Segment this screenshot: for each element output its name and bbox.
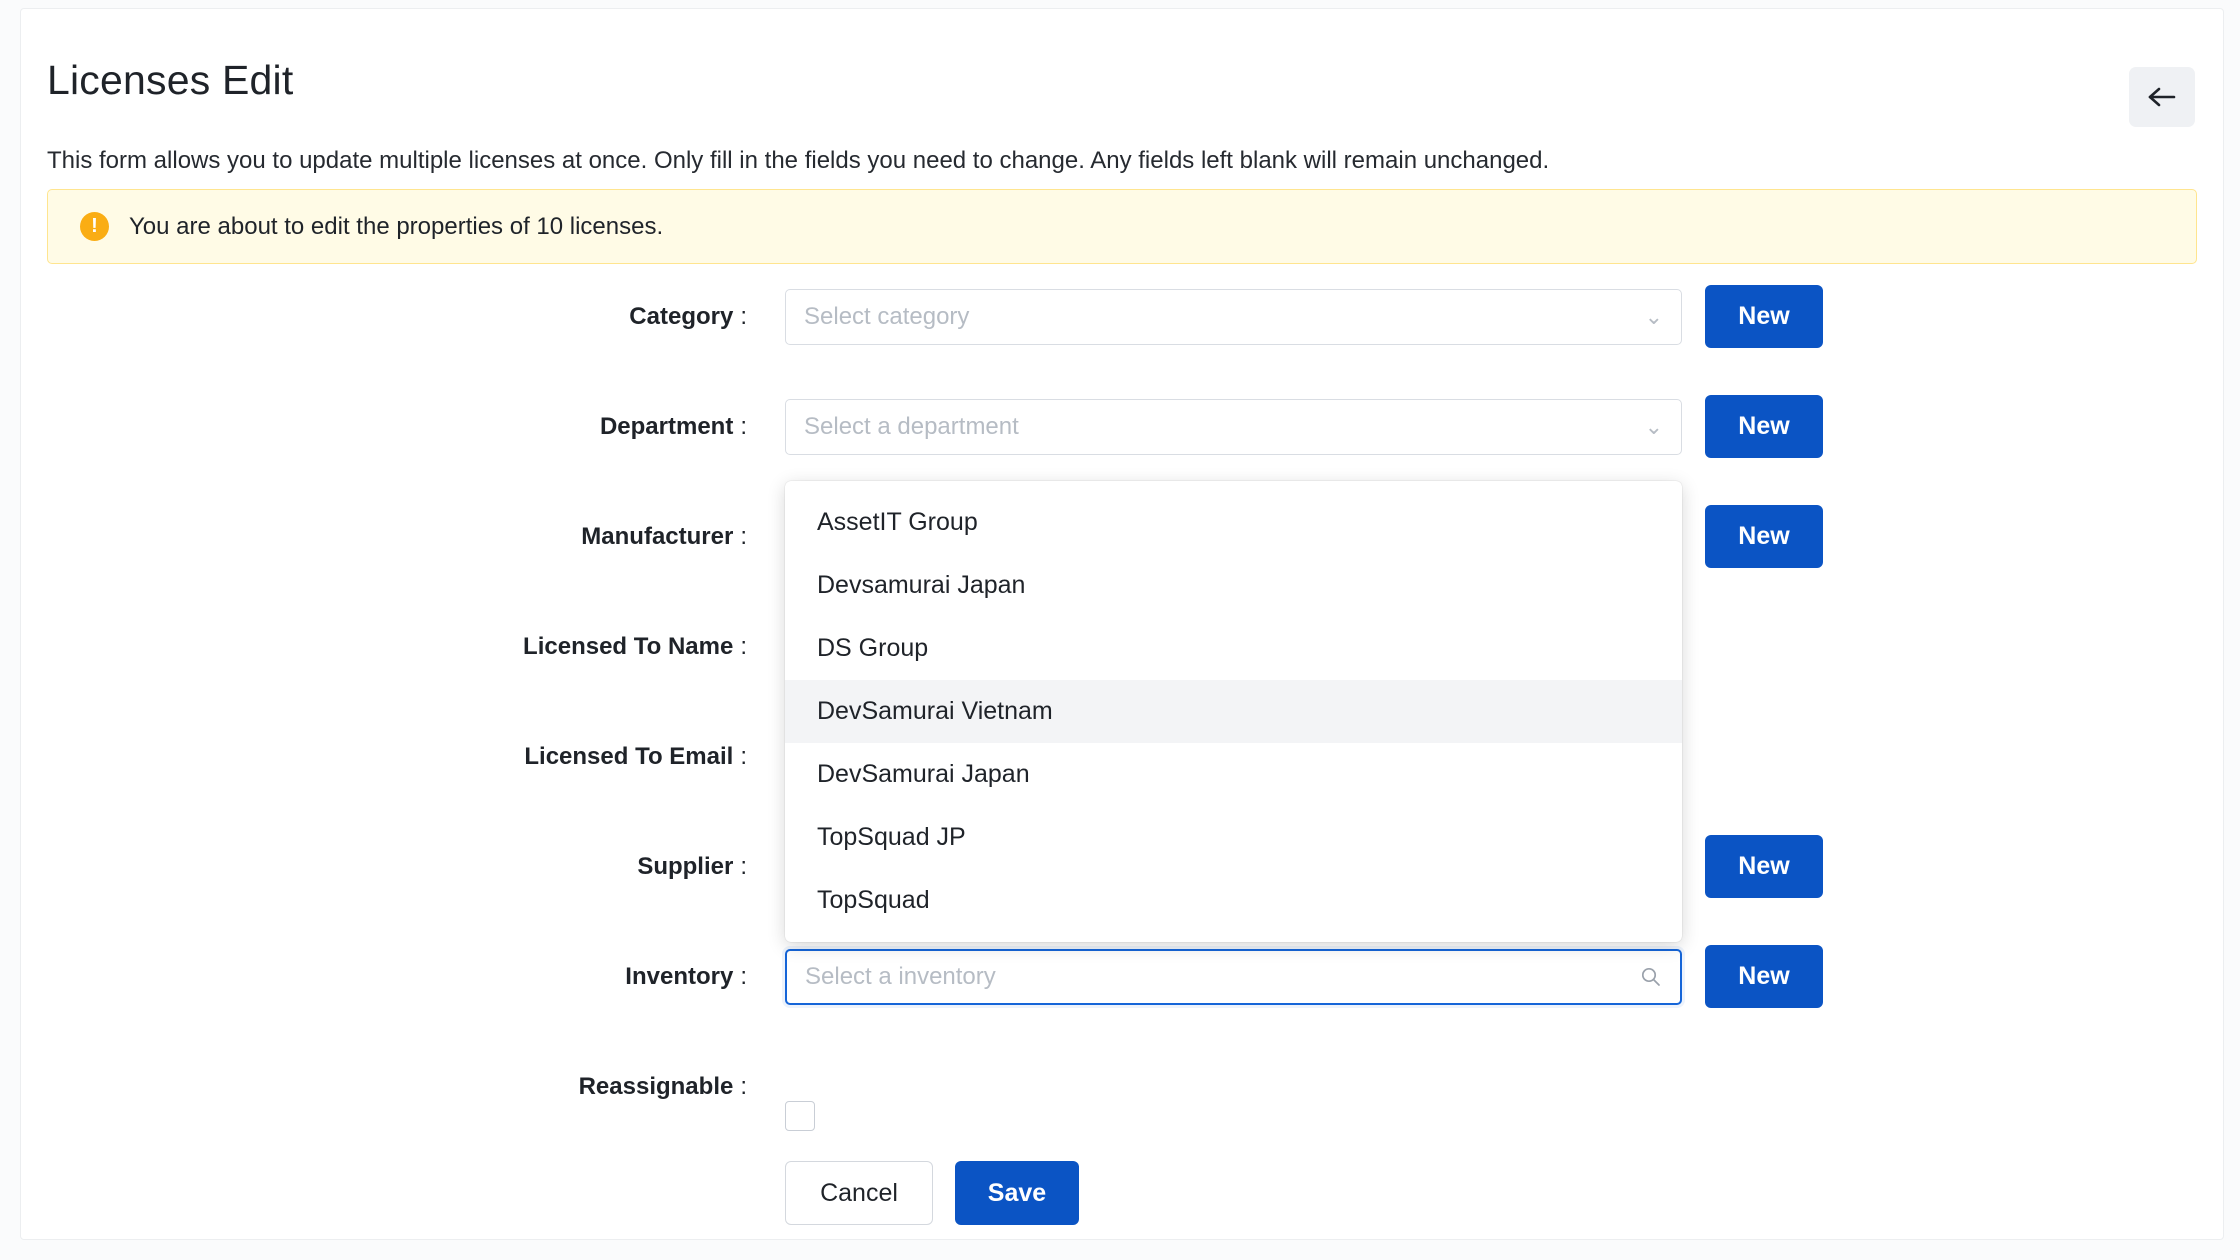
label-licensed-to-email: Licensed To Email :	[524, 743, 747, 770]
cancel-button[interactable]: Cancel	[785, 1161, 933, 1225]
label-manufacturer: Manufacturer :	[581, 523, 747, 550]
form-row-category	[21, 277, 2223, 387]
chevron-down-icon: ⌄	[1644, 414, 1663, 439]
alert-message: You are about to edit the properties of 10 licenses.	[129, 212, 664, 240]
category-placeholder: Select category	[804, 303, 970, 330]
dropdown-option[interactable]: TopSquad JP	[817, 823, 966, 851]
label-licensed-to-name: Licensed To Name :	[523, 633, 747, 660]
inventory-search-input[interactable]	[785, 949, 1682, 1005]
label-reassignable: Reassignable :	[578, 1073, 747, 1100]
label-category: Category :	[629, 303, 747, 330]
arrow-left-icon	[2147, 85, 2177, 109]
new-category-button[interactable]: New	[1705, 285, 1823, 348]
page-title: Licenses Edit	[47, 57, 294, 103]
dropdown-option[interactable]: DevSamurai Japan	[817, 760, 1030, 788]
licenses-edit-card	[20, 8, 2224, 1240]
page-description: This form allows you to update multiple licenses at once. Only fill in the fields you need to change. Any fields left blank will remain unchanged.	[47, 147, 1550, 174]
chevron-down-icon: ⌄	[1644, 304, 1663, 329]
inventory-placeholder: Select a inventory	[805, 963, 996, 990]
new-manufacturer-button[interactable]: New	[1705, 505, 1823, 568]
label-supplier: Supplier :	[637, 853, 747, 880]
save-button[interactable]: Save	[955, 1161, 1079, 1225]
department-placeholder: Select a department	[804, 413, 1019, 440]
department-select[interactable]	[785, 399, 1682, 455]
label-department: Department :	[599, 413, 747, 440]
back-button[interactable]	[2129, 67, 2195, 127]
search-icon	[1640, 966, 1662, 988]
label-inventory: Inventory :	[625, 963, 747, 990]
select-dropdown-menu[interactable]	[785, 481, 1682, 942]
dropdown-option-selected[interactable]: DevSamurai Vietnam	[785, 680, 1682, 743]
new-supplier-button[interactable]: New	[1705, 835, 1823, 898]
category-select[interactable]	[785, 289, 1682, 345]
new-inventory-button[interactable]: New	[1705, 945, 1823, 1008]
form-row-reassignable	[21, 1047, 2223, 1157]
form-actions	[785, 1161, 1079, 1225]
warning-alert	[47, 189, 2197, 264]
dropdown-option[interactable]: AssetIT Group	[817, 508, 978, 536]
exclamation-circle-icon: !	[80, 212, 109, 241]
dropdown-option[interactable]: TopSquad	[817, 886, 930, 914]
dropdown-option[interactable]: DS Group	[817, 634, 929, 662]
reassignable-checkbox[interactable]	[785, 1101, 815, 1131]
new-department-button[interactable]: New	[1705, 395, 1823, 458]
form-row-inventory	[21, 937, 2223, 1047]
dropdown-option[interactable]: Devsamurai Japan	[817, 571, 1026, 599]
